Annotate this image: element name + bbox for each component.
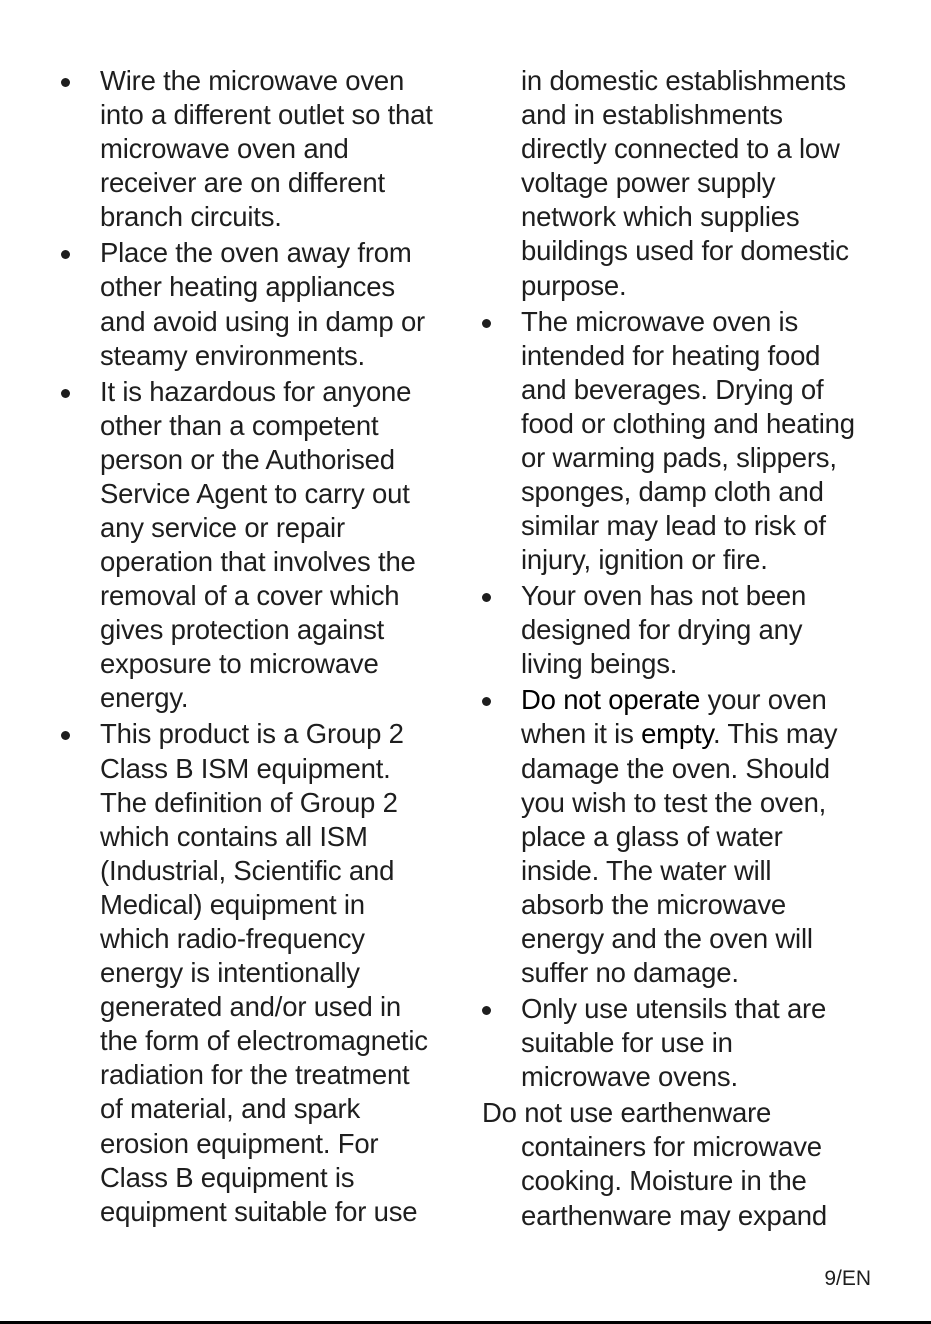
text-line: the form of electromagnetic	[100, 1025, 428, 1057]
text-line: exposure to microwave	[100, 648, 379, 680]
text-line: Do not use earthenware	[482, 1097, 772, 1129]
bullet-dot-icon	[61, 731, 70, 740]
text-line: Service Agent to carry out	[100, 477, 410, 509]
text-line: similar may lead to risk of	[521, 510, 826, 542]
text-line: and beverages. Drying of	[521, 373, 824, 405]
text-line: and avoid using in damp or	[100, 305, 426, 337]
bullet-dot-icon	[482, 593, 491, 602]
text-line	[521, 683, 929, 717]
text-line: gives protection against	[100, 614, 385, 646]
bullet-item-not-for-drying	[477, 579, 929, 681]
text-line: or warming pads, slippers,	[521, 441, 837, 473]
text-line: It is hazardous for anyone	[100, 375, 412, 407]
text-fragment: your oven	[700, 684, 827, 716]
text-line: Wire the microwave oven	[100, 65, 405, 96]
text-line: The definition of Group 2	[100, 786, 398, 818]
text-line: network which supplies	[521, 201, 800, 233]
text-line: The microwave oven is	[521, 305, 799, 337]
emphasis-text: Do not operate	[521, 684, 701, 716]
text-line: intended for heating food	[521, 339, 821, 371]
text-fragment: when it is	[521, 718, 642, 750]
bullet-dot-icon	[61, 250, 70, 259]
text-line: food or clothing and heating	[521, 407, 855, 439]
bullet-dot-icon	[482, 1006, 491, 1015]
text-line: which radio-frequency	[100, 923, 365, 955]
text-line: directly connected to a low	[521, 133, 840, 165]
text-line: buildings used for domestic	[521, 235, 849, 267]
text-line: injury, ignition or fire.	[521, 544, 768, 576]
text-line: into a different outlet so that	[100, 99, 433, 131]
text-line: Class B equipment is	[100, 1161, 355, 1193]
left-column	[56, 64, 456, 1231]
text-line: living beings.	[521, 648, 678, 680]
text-line: of material, and spark	[100, 1093, 361, 1125]
text-line: microwave oven and	[100, 133, 349, 165]
text-line: Class B ISM equipment.	[100, 752, 391, 784]
text-line: place a glass of water	[521, 820, 783, 852]
text-line: in domestic establishments	[521, 65, 846, 96]
bullet-item-wire-outlet	[56, 64, 456, 234]
bullet-item-intended-use	[477, 305, 929, 578]
text-line: other heating appliances	[100, 271, 395, 303]
text-line: containers for microwave	[521, 1131, 822, 1163]
text-line: radiation for the treatment	[100, 1059, 410, 1091]
bullet-item-place-oven	[56, 236, 456, 372]
text-line: erosion equipment. For	[100, 1127, 379, 1159]
text-line: designed for drying any	[521, 614, 803, 646]
bullet-item-hazardous-service	[56, 375, 456, 716]
text-line: generated and/or used in	[100, 991, 401, 1023]
text-line: other than a competent	[100, 409, 379, 441]
text-line: energy.	[100, 682, 189, 714]
text-line: suffer no damage.	[521, 957, 739, 989]
text-line: and in establishments	[521, 99, 783, 131]
text-line: energy is intentionally	[100, 957, 360, 989]
text-line: microwave ovens.	[521, 1061, 738, 1093]
text-line: purpose.	[521, 269, 627, 301]
bullet-dot-icon	[482, 697, 491, 706]
text-line: suitable for use in	[521, 1027, 733, 1059]
earthenware-paragraph	[477, 1096, 929, 1232]
text-line: which contains all ISM	[100, 820, 368, 852]
emphasis-text: empty	[641, 718, 713, 750]
text-line: cooking. Moisture in the	[521, 1165, 807, 1197]
text-line: removal of a cover which	[100, 580, 400, 612]
text-line: person or the Authorised	[100, 443, 395, 475]
text-line: you wish to test the oven,	[521, 786, 827, 818]
text-line: absorb the microwave	[521, 888, 787, 920]
bullet-dot-icon	[61, 389, 70, 398]
text-line: Only use utensils that are	[521, 993, 827, 1025]
bullet-item-utensils	[477, 992, 929, 1094]
text-line: sponges, damp cloth and	[521, 476, 824, 508]
text-line: branch circuits.	[100, 201, 282, 233]
text-line: (Industrial, Scientific and	[100, 854, 395, 886]
text-line: inside. The water will	[521, 854, 772, 886]
text-line: receiver are on different	[100, 167, 385, 199]
text-line: Place the oven away from	[100, 237, 412, 269]
text-fragment: . This may	[712, 718, 838, 750]
page-number: 9/EN	[824, 1267, 871, 1290]
bullet-dot-icon	[482, 319, 491, 328]
text-line: steamy environments.	[100, 339, 365, 371]
bullet-dot-icon	[61, 78, 70, 87]
text-line: Your oven has not been	[521, 580, 807, 612]
text-line: Medical) equipment in	[100, 888, 365, 920]
continuation-paragraph	[477, 64, 929, 303]
text-line: operation that involves the	[100, 546, 416, 578]
text-line: equipment suitable for use	[100, 1195, 418, 1227]
text-line: damage the oven. Should	[521, 752, 830, 784]
text-line: earthenware may expand	[521, 1199, 827, 1231]
bullet-item-ism-group	[56, 717, 456, 1228]
text-line: This product is a Group 2	[100, 718, 404, 750]
text-line: voltage power supply	[521, 167, 776, 199]
text-line: energy and the oven will	[521, 923, 813, 955]
text-line: any service or repair	[100, 512, 345, 543]
text-line	[521, 717, 929, 751]
right-column	[477, 64, 929, 1235]
bullet-item-do-not-operate-empty	[477, 683, 929, 990]
